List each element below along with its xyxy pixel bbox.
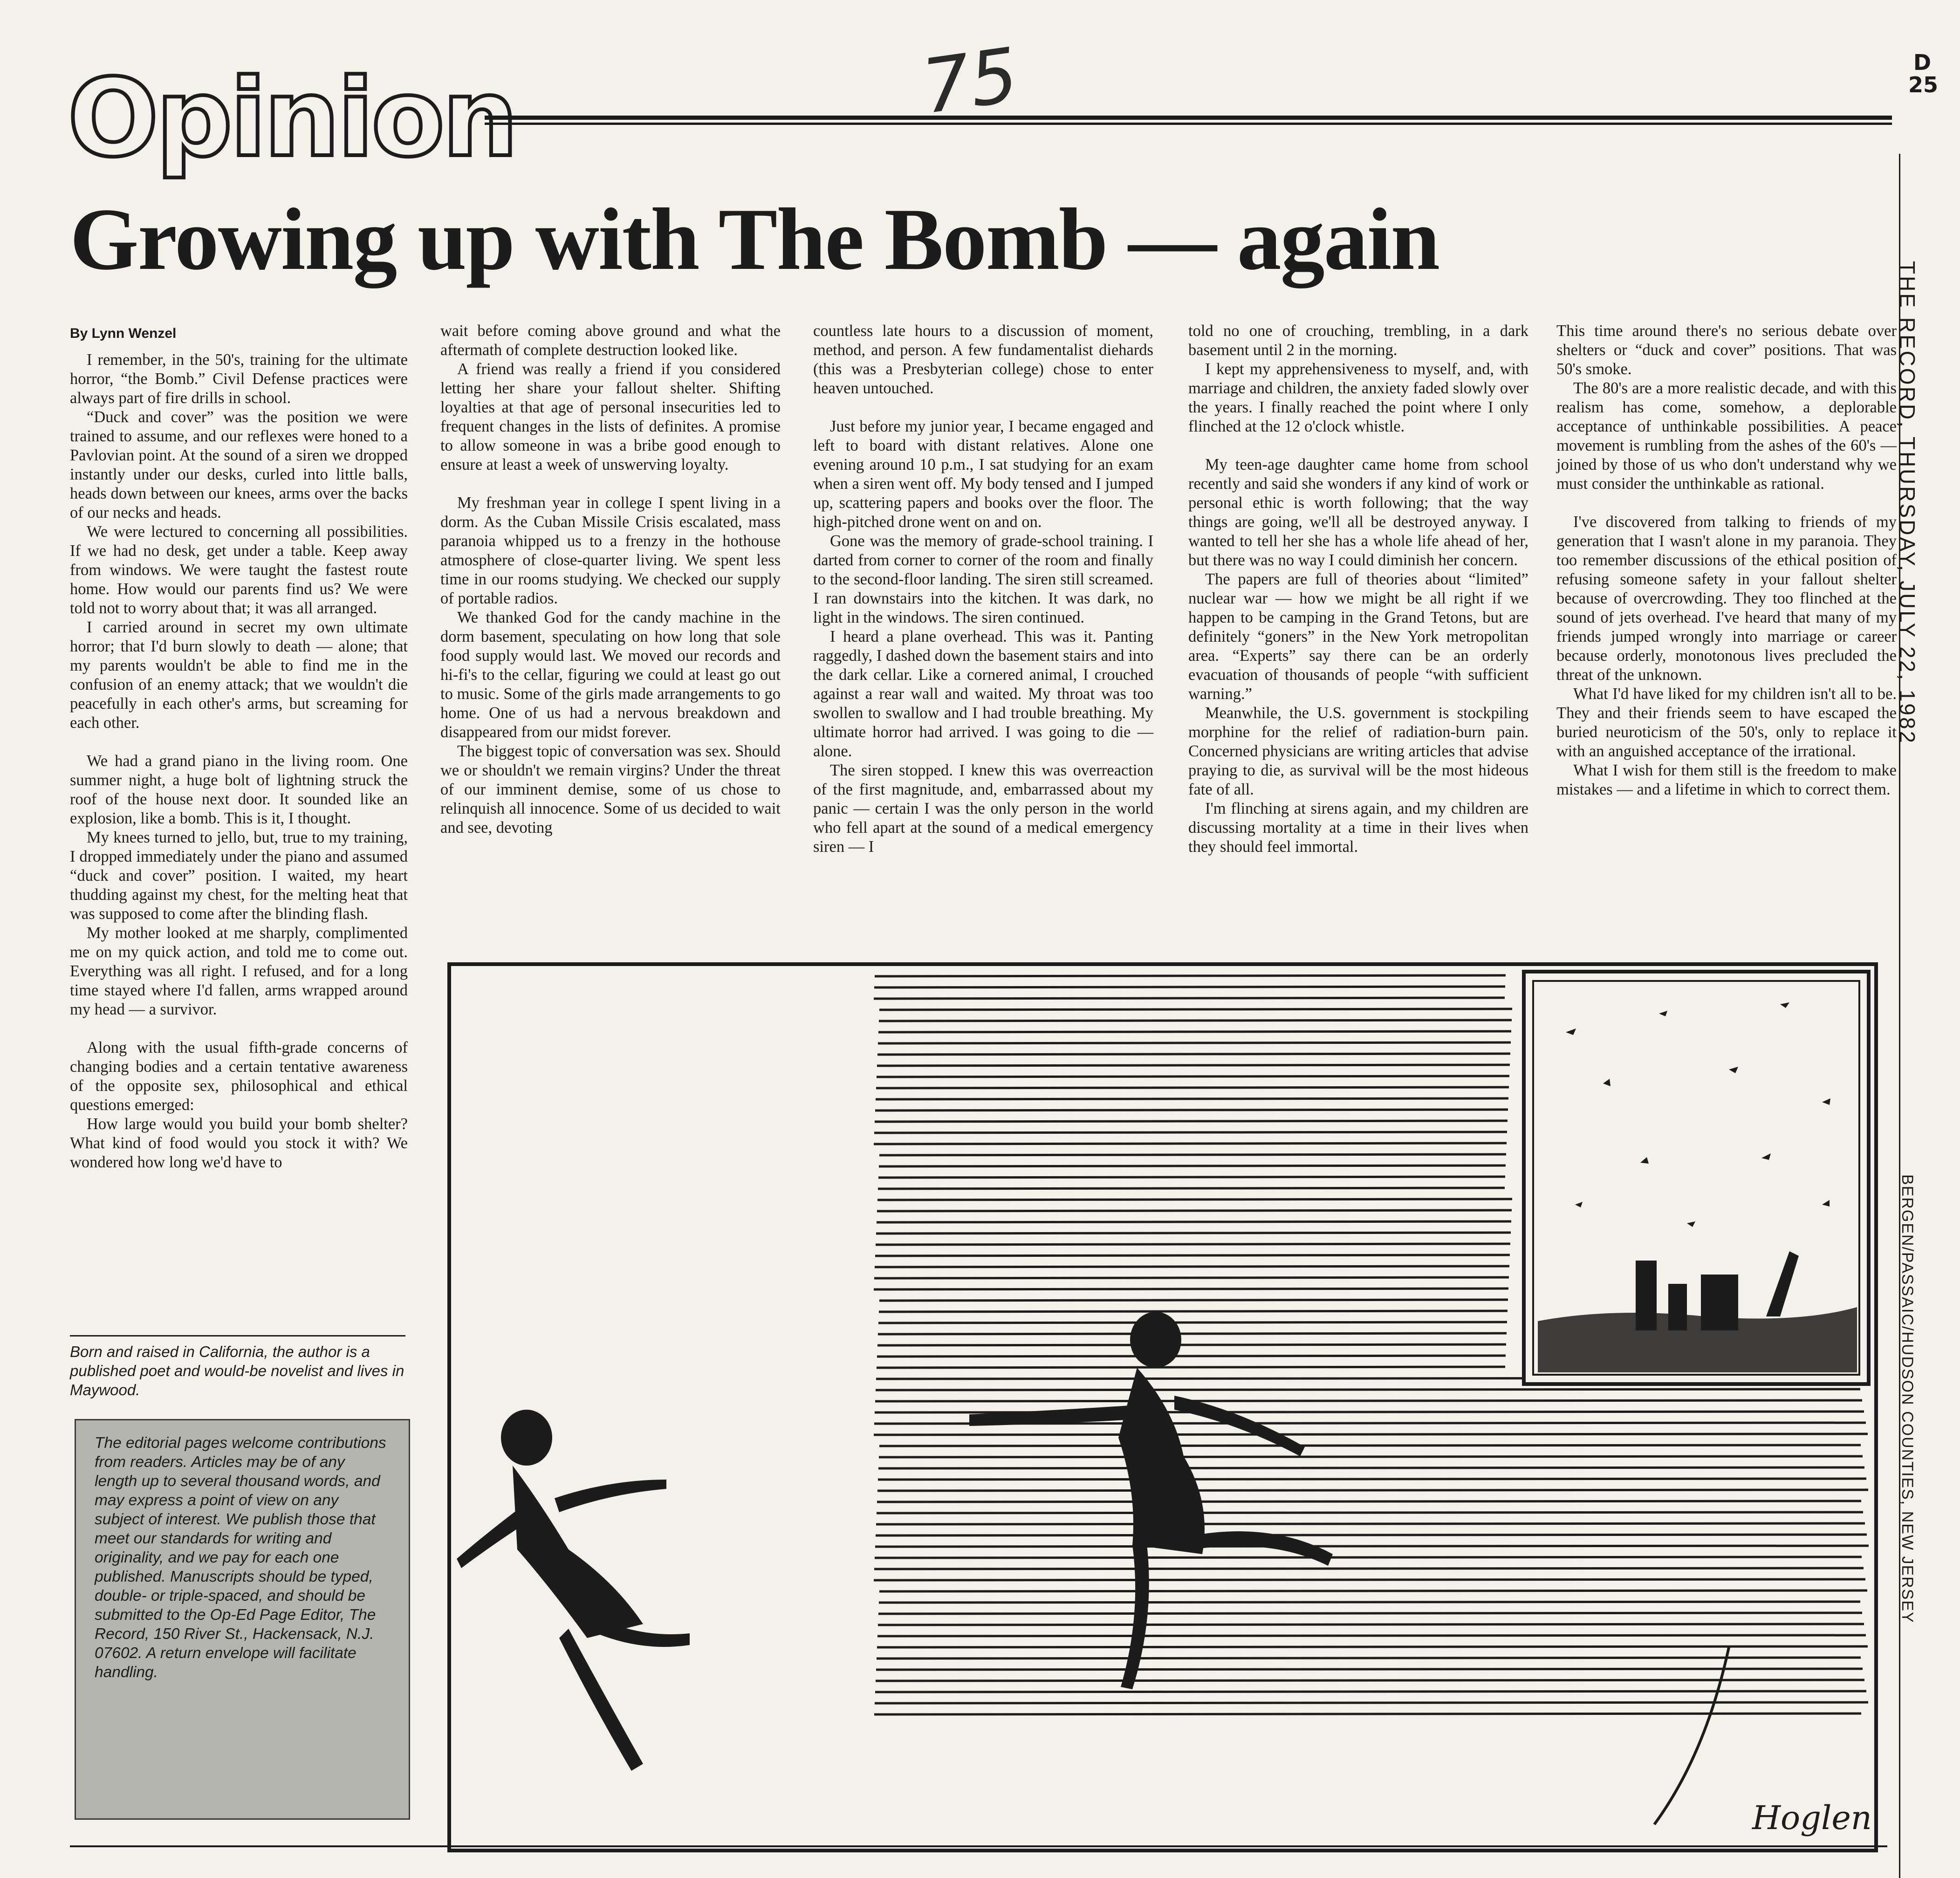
- page-section-letter: D: [1913, 50, 1932, 75]
- contributions-notice: [75, 1419, 410, 1820]
- article-paragraph: What I'd have liked for my children isn't all to be. They and their friends seem to have escaped the buried neuroticism of the 50's, only to replace it with an anguished acceptance of the irrational.: [1556, 685, 1897, 760]
- handwritten-page-mark: 75: [917, 31, 1023, 131]
- article-paragraph: I'm flinching at sirens again, and my children are discussing mortality at a time in their lives when they should feel immortal.: [1188, 800, 1528, 856]
- article-headline: Growing up with The Bomb — again: [70, 191, 1439, 288]
- article-paragraph: My mother looked at me sharply, complimented me on my quick action, and told me to come out. Everything was all right. I refused, and for a long time stayed where I'd fallen, arms wrapped around my head — a survivor.: [70, 924, 408, 1018]
- article-paragraph: We were lectured to concerning all possibilities. If we had no desk, get under a table. Keep away from windows. We were taught the fastest route home. How would our parents find us? We were told not to worry about that; it was all arranged.: [70, 523, 408, 617]
- author-bio: Born and raised in California, the author is a published poet and would-be novelist and lives in Maywood.: [70, 1343, 404, 1398]
- article-paragraph: The 80's are a more realistic decade, and with this realism has come, somehow, a deplorable acceptance of unthinkable possibilities. A peace movement is rumbling from the ashes of the 60's — joined by those of us who don't understand why we must consider the unthinkable as rational.: [1556, 379, 1897, 493]
- section-flag-opinion: Opinion: [68, 56, 516, 181]
- illustrator-signature: Hoglen: [1752, 1799, 1872, 1837]
- article-paragraph: I kept my apprehensiveness to myself, and, with marriage and children, the anxiety faded slowly over the years. I finally reached the point where I only flinched at the 12 o'clock whistle.: [1188, 360, 1528, 435]
- article-paragraph: A friend was really a friend if you considered letting her share your fallout shelter. Shifting loyalties at that age of personal insecurities led to frequent changes in the lists of definites. A promise to allow someone in was a bribe good enough to ensure at least a week of unswerving loyalty.: [440, 360, 781, 473]
- article-paragraph: How large would you build your bomb shelter? What kind of food would you stock it with? We wondered how long we'd have to: [70, 1115, 408, 1171]
- article-column-2: [440, 322, 781, 837]
- article-paragraph: Meanwhile, the U.S. government is stockpiling morphine for the relief of radiation-burn pain. Concerned physicians are writing articles that advise praying to die, as survival will be the most hideous fate of all.: [1188, 704, 1528, 798]
- article-paragraph: My knees turned to jello, but, true to my training, I dropped immediately under the piano and assumed “duck and cover” position. I waited, my heart thudding against my chest, for the melting heat that was supposed to come after the blinding flash.: [70, 829, 408, 923]
- article-paragraph: The siren stopped. I knew this was overreaction of the first magnitude, and, embarrassed about my panic — certain I was the only person in the world who fell apart at the sound of a medical emergency siren — I: [813, 761, 1153, 856]
- article-column-3: [813, 322, 1153, 857]
- article-paragraph: I heard a plane overhead. This was it. Panting raggedly, I dashed down the basement stairs and into the dark cellar. Like a cornered animal, I crouched against a rear wall and waited. My throat was too swollen to swallow and I had trouble breathing. My ultimate horror had arrived. I was going to die — alone.: [813, 628, 1153, 760]
- article-paragraph: We had a grand piano in the living room. One summer night, a huge bolt of lightning struck the roof of the house next door. It sounded like an explosion, like a bomb. This is it, I thought.: [70, 752, 408, 827]
- bottom-rule: [70, 1845, 1887, 1847]
- article-byline: By Lynn Wenzel: [70, 326, 177, 341]
- article-paragraph: What I wish for them still is the freedom to make mistakes — and a lifetime in which to correct them.: [1556, 761, 1897, 798]
- article-column-5: [1556, 322, 1897, 799]
- article-paragraph: Gone was the memory of grade-school training. I darted from corner to corner of the room and finally to the second-floor landing. The siren still screamed. I ran downstairs into the kitchen. It was dark, no light in the windows. The siren continued.: [813, 532, 1153, 626]
- edition-line: BERGEN/PASSAIC/HUDSON COUNTIES, NEW JERSEY: [1898, 1174, 1916, 1624]
- article-paragraph: This time around there's no serious debate over shelters or “duck and cover” positions. That was 50's smoke.: [1556, 322, 1897, 378]
- shadow-edge: [1654, 1647, 1729, 1824]
- bio-rule: [70, 1335, 405, 1337]
- article-paragraph: “Duck and cover” was the position we were trained to assume, and our reflexes were honed to a Pavlovian point. At the sound of a siren we dropped instantly under our desks, curled into little balls, heads down between our knees, arms over the backs of our necks and heads.: [70, 408, 408, 521]
- article-paragraph: Along with the usual fifth-grade concerns of changing bodies and a certain tentative awareness of the opposite sex, philosophical and ethical questions emerged:: [70, 1039, 408, 1114]
- article-paragraph: Just before my junior year, I became engaged and left to board with distant relatives. Alone one evening around 10 p.m., I sat studying for an exam when a siren went off. My body tensed and I jumped up, scattering papers and books over the floor. The high-pitched drone went on and on.: [813, 418, 1153, 531]
- article-paragraph: My teen-age daughter came home from school recently and said she wonders if any kind of work or personal ethic is worth following; that the way things are going, we'll all be destroyed anyway. I wanted to tell her she has a whole life ahead of her, but there was no way I could diminish her concern.: [1188, 456, 1528, 569]
- article-column-4: [1188, 322, 1528, 857]
- illustration: [447, 962, 1878, 1852]
- article-paragraph: I've discovered from talking to friends of my generation that I wasn't alone in my paranoia. They too remember discussions of the ethical position of refusing someone safety in your fallout shelter because of overcrowding. They too flinched at the sound of jets overhead. I've heard that many of my friends jumped wrongly into marriage or career because orderly, monotonous lives precluded the threat of the unknown.: [1556, 513, 1897, 684]
- article-paragraph: I carried around in secret my own ultimate horror; that I'd burn slowly to death — alone; that my parents wouldn't be able to find me in the confusion of an enemy attack; that we wouldn't die peacefully in each other's arms, but screaming for each other.: [70, 618, 408, 732]
- article-column-1: [70, 324, 408, 1172]
- article-paragraph: wait before coming above ground and what the aftermath of complete destruction looked like.: [440, 322, 781, 359]
- article-paragraph: countless late hours to a discussion of moment, method, and person. A few fundamentalist diehards (this was a Presbyterian college) chose to enter heaven untouched.: [813, 322, 1153, 397]
- article-paragraph: My freshman year in college I spent living in a dorm. As the Cuban Missile Crisis escalated, mass paranoia whipped us to a frenzy in the hothouse atmosphere of close-quarter living. We spent less time in our rooms studying. We checked our supply of portable radios.: [440, 494, 781, 607]
- article-paragraph: I remember, in the 50's, training for the ultimate horror, “the Bomb.” Civil Defense practices were always part of fire drills in school.: [70, 351, 408, 407]
- article-paragraph: The biggest topic of conversation was sex. Should we or shouldn't we remain virgins? Under the threat of our imminent demise, some of us chose to relinquish all innocence. Some of us decided to wait and see, devoting: [440, 742, 781, 836]
- article-paragraph: We thanked God for the candy machine in the dorm basement, speculating on how long that sole food supply would last. We moved our records and hi-fi's to the cellar, figuring we could at least go out to music. Some of the girls made arrangements to go home. One of us had a nervous breakdown and disappeared from our midst forever.: [440, 609, 781, 741]
- running-child-shadow-left: [457, 1410, 690, 1771]
- article-paragraph: told no one of crouching, trembling, in a dark basement until 2 in the morning.: [1188, 322, 1528, 359]
- contributions-notice-text: The editorial pages welcome contributions from readers. Articles may be of any length up to several thousand words, and may express a point of view on any subject of interest. We publish those that meet our standards for writing and originality, and we pay for each one published. Manuscripts should be typed, double- or triple-spaced, and should be submitted to the Op-Ed Page Editor, The Record, 150 River St., Hackensack, N.J. 07602. A return envelope will facilitate handling.: [95, 1434, 386, 1681]
- page-number-tab: [1908, 50, 1939, 98]
- article-paragraph: The papers are full of theories about “limited” nuclear war — how we might be all right if we happen to be camping in the Grand Tetons, but are definitely “goners” in the New York metropolitan area. “Experts” say there can be an orderly evacuation of thousands of people “with sufficient warning.”: [1188, 570, 1528, 703]
- flag-rule: [485, 116, 1892, 125]
- folio-dateline: THE RECORD, THURSDAY, JULY 22, 1982: [1895, 261, 1919, 745]
- page-number: 25: [1908, 72, 1939, 98]
